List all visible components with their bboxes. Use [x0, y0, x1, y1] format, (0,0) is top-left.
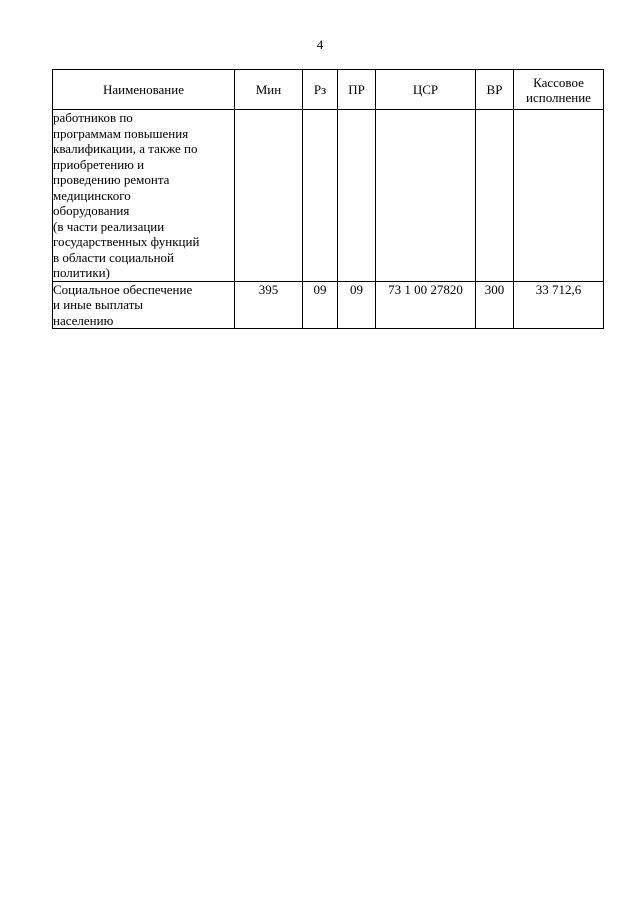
row-vr-cell — [476, 110, 514, 282]
row-pr-cell — [338, 110, 376, 282]
row-vr-cell: 300 — [476, 281, 514, 329]
row-min-cell: 395 — [235, 281, 303, 329]
row-min-cell — [235, 110, 303, 282]
table-row — [53, 281, 604, 329]
table-row — [53, 110, 604, 282]
page-number: 4 — [316, 37, 324, 52]
header-csr: ЦСР — [376, 70, 476, 110]
header-name: Наименование — [53, 70, 235, 110]
header-rz: Рз — [303, 70, 338, 110]
row-kassa-cell — [514, 110, 604, 282]
budget-table — [52, 69, 604, 329]
header-kassa: Кассовое исполнение — [514, 70, 604, 110]
row-name-cell: Социальное обеспечение и иные выплаты населению — [53, 281, 235, 329]
row-name-cell: работников по программам повышения квалификации, а также по приобретению и проведению ремонта медицинского оборудования (в части реализации государственных функций в области социальной политики) — [53, 110, 235, 282]
row-rz-cell — [303, 110, 338, 282]
row-csr-cell — [376, 110, 476, 282]
header-vr: ВР — [476, 70, 514, 110]
row-pr-cell: 09 — [338, 281, 376, 329]
table-header — [53, 70, 604, 110]
header-min: Мин — [235, 70, 303, 110]
header-row — [53, 70, 604, 110]
row-rz-cell: 09 — [303, 281, 338, 329]
row-kassa-cell: 33 712,6 — [514, 281, 604, 329]
row-csr-cell: 73 1 00 27820 — [376, 281, 476, 329]
header-pr: ПР — [338, 70, 376, 110]
